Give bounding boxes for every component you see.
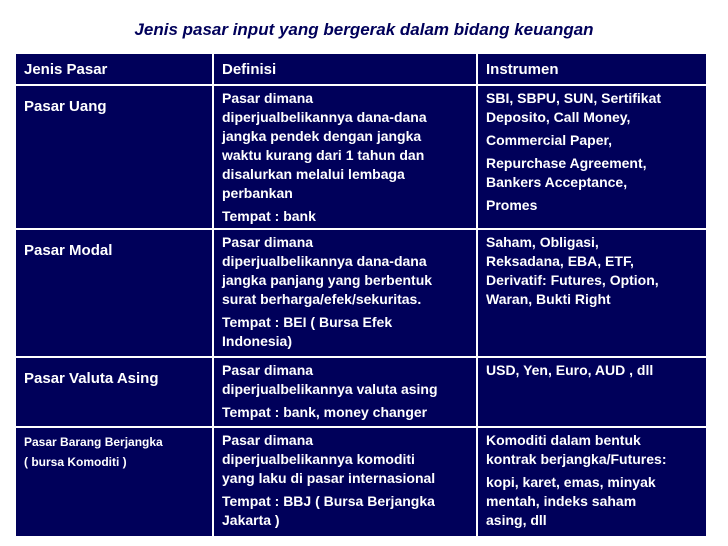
- cell-jenis-pasar-modal: [16, 230, 212, 356]
- market-name: Pasar Valuta Asing: [24, 370, 159, 387]
- definition-text: Pasar dimana diperjualbelikannya dana-dana jangka panjang yang berbentuk surat berharga/efek/sekuritas.: [222, 234, 433, 307]
- definition-location: Tempat : bank: [222, 208, 316, 224]
- header-instrumen: Instrumen: [478, 54, 706, 84]
- instrument-text: kopi, karet, emas, minyak mentah, indeks saham asing, dll: [486, 474, 656, 528]
- cell-definisi-pasar-uang: [214, 86, 476, 228]
- market-name: Pasar Barang Berjangka: [24, 435, 163, 449]
- cell-instrumen-pasar-uang: [478, 86, 706, 228]
- cell-jenis-pasar-valuta-asing: [16, 358, 212, 426]
- header-definisi: Definisi: [214, 54, 476, 84]
- market-subname: ( bursa Komoditi ): [24, 455, 127, 469]
- market-name: Pasar Modal: [24, 242, 113, 259]
- instrument-text: SBI, SBPU, SUN, Sertifikat Deposito, Call Money,: [486, 90, 662, 125]
- instrument-text: Commercial Paper,: [486, 132, 613, 148]
- cell-jenis-pasar-uang: [16, 86, 212, 228]
- cell-instrumen-pasar-modal: [478, 230, 706, 356]
- instrument-text: Repurchase Agreement, Bankers Acceptance,: [486, 155, 647, 190]
- header-jenis-pasar: Jenis Pasar: [16, 54, 212, 84]
- cell-instrumen-pasar-barang-berjangka: [478, 428, 706, 536]
- cell-definisi-pasar-modal: [214, 230, 476, 356]
- definition-location: Tempat : BEI ( Bursa Efek Indonesia): [222, 314, 393, 349]
- definition-location: Tempat : bank, money changer: [222, 404, 428, 420]
- cell-jenis-pasar-barang-berjangka: [16, 428, 212, 536]
- instrument-text: Saham, Obligasi, Reksadana, EBA, ETF, Derivatif: Futures, Option, Waran, Bukti Right: [486, 234, 659, 307]
- definition-location: Tempat : BBJ ( Bursa Berjangka Jakarta ): [222, 493, 435, 528]
- definition-text: Pasar dimana diperjualbelikannya valuta asing: [222, 362, 438, 397]
- page-title: Jenis pasar input yang bergerak dalam bidang keuangan: [134, 20, 594, 39]
- definition-text: Pasar dimana diperjualbelikannya dana-dana jangka pendek dengan jangka waktu kurang dari 1 tahun dan disalurkan melalui lembaga perbankan: [222, 90, 427, 201]
- cell-definisi-pasar-barang-berjangka: [214, 428, 476, 536]
- cell-definisi-pasar-valuta-asing: [214, 358, 476, 426]
- cell-instrumen-pasar-valuta-asing: [478, 358, 706, 426]
- instrument-text: Promes: [486, 197, 538, 213]
- market-name: Pasar Uang: [24, 98, 107, 115]
- instrument-text: Komoditi dalam bentuk kontrak berjangka/Futures:: [486, 432, 667, 467]
- instrument-text: USD, Yen, Euro, AUD , dll: [486, 362, 654, 378]
- definition-text: Pasar dimana diperjualbelikannya komoditi yang laku di pasar internasional: [222, 432, 436, 486]
- market-table: [16, 54, 706, 536]
